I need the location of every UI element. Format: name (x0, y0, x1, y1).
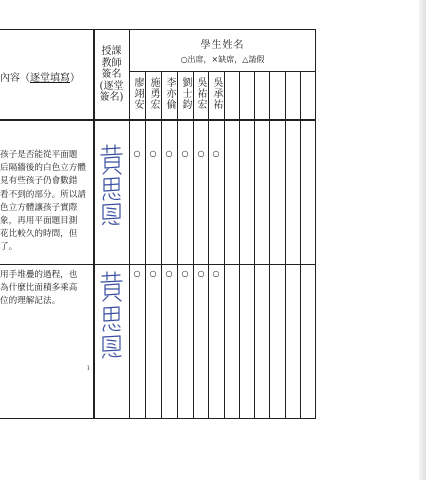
student-name: 李亦倫 (164, 77, 175, 110)
teacher-column-divider (129, 29, 130, 419)
student-names-title: 學生姓名 (200, 40, 245, 51)
teacher-column-header-text: 授課 教師 簽名 (逐堂 簽名) (99, 46, 124, 103)
attendance-mark: ○ (197, 269, 205, 278)
lesson-content-text: 用手堆疊的過程，也 為什麼比面積多乘高 位的理解記法。 (0, 270, 78, 307)
attendance-mark: ○ (181, 269, 189, 278)
attendance-mark: ○ (181, 149, 189, 158)
attendance-legend: ○出席，×缺席，△請假 (180, 55, 265, 64)
student-name: 廖翊安 (132, 77, 143, 110)
teacher-signature (98, 143, 126, 225)
table-top-border (0, 29, 316, 30)
attendance-mark: ○ (212, 149, 220, 158)
col-line (254, 71, 255, 419)
attendance-mark: ○ (133, 269, 141, 278)
table-right-border (315, 29, 316, 419)
col-line (145, 71, 146, 419)
attendance-mark: ○ (133, 149, 141, 158)
col-line (269, 71, 270, 419)
attendance-mark: ○ (197, 149, 205, 158)
attendance-mark: ○ (149, 269, 157, 278)
attendance-mark: ○ (165, 149, 173, 158)
attendance-mark: ○ (212, 269, 220, 278)
col-line (285, 71, 286, 419)
attendance-mark: ○ (165, 269, 173, 278)
lesson-content-text: 孩子是否能從平面題 后隔牆後的白色立方體 見有些孩子仍會數錯 看不到的部分。所以請 色立方體讓孩子實際 象，再用平面題目測 花比較久的時間，但 了。 (0, 150, 86, 253)
page-edge (419, 0, 426, 480)
col-line (193, 71, 194, 419)
col-line (224, 71, 225, 419)
col-line (300, 71, 301, 419)
content-column-link: 逐堂填寫 (30, 73, 70, 84)
small-mark: ı (87, 363, 90, 372)
content-column-label-end: ） (70, 73, 80, 84)
student-name: 施勇宏 (148, 77, 159, 110)
col-line (177, 71, 178, 419)
col-line (208, 71, 209, 419)
col-line (161, 71, 162, 419)
content-column-label: 內容（ (0, 73, 30, 84)
student-subheader-line (129, 71, 316, 72)
student-name: 吳承祐 (211, 77, 222, 110)
student-name: 劉士鈞 (180, 77, 191, 110)
content-column-header (0, 69, 80, 84)
student-name: 吳祐宏 (195, 77, 206, 110)
col-line (239, 71, 240, 419)
teacher-signature (98, 270, 126, 362)
attendance-mark: ○ (149, 149, 157, 158)
